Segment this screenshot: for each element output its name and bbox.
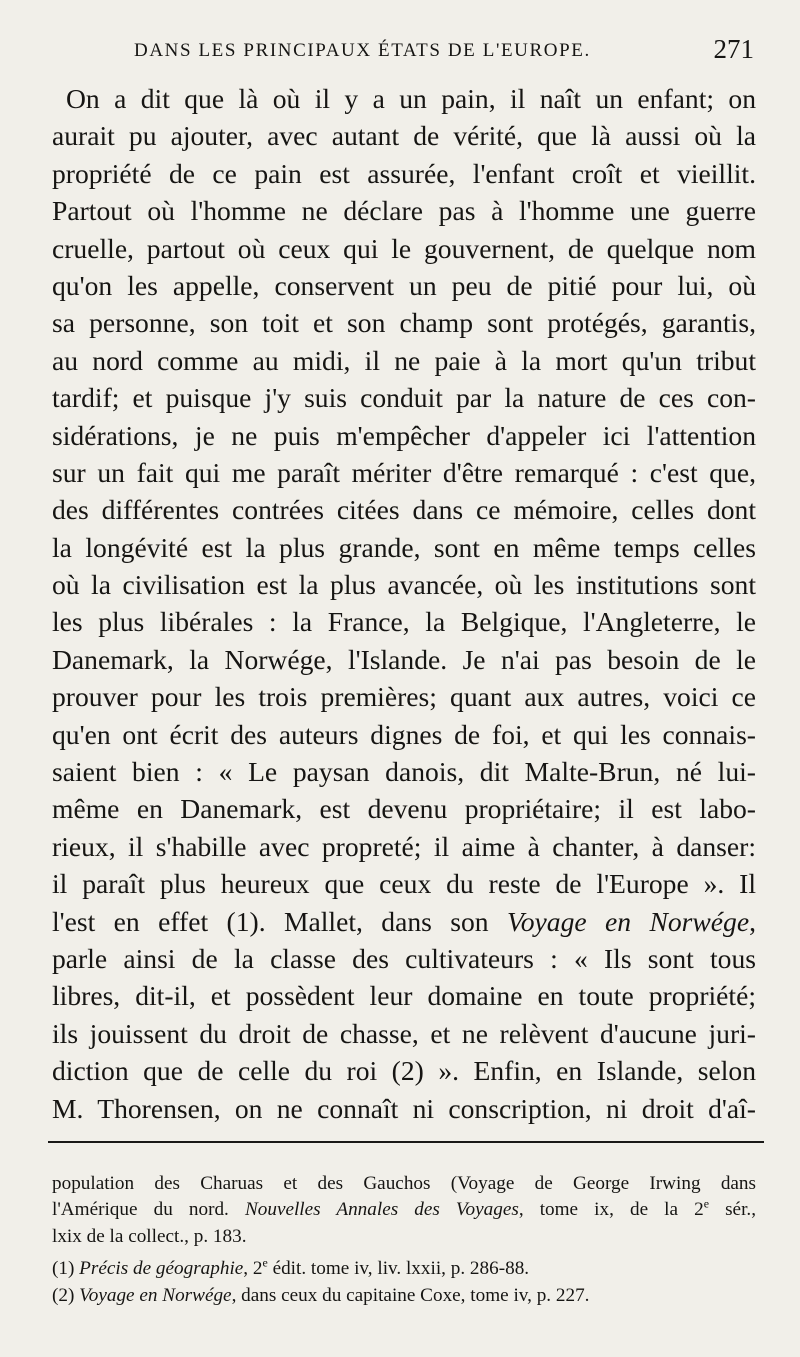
text-segment: édit. tome iv, liv. lxxii, p. 286-88. <box>267 1258 530 1280</box>
text-segment: M. Thorensen, on ne connaît ni conscription, ni droit d'aî- <box>52 1092 756 1124</box>
text-segment: l'est en effet (1). Mallet, dans son <box>52 905 507 937</box>
text-segment: population des Charuas et des Gauchos (Voyage de George Irwing dans <box>52 1172 756 1194</box>
text-line <box>52 790 756 827</box>
text-line <box>52 491 756 528</box>
text-segment: parle ainsi de la classe des cultivateurs : « Ils sont tous <box>52 942 756 974</box>
text-line <box>52 603 756 640</box>
text-segment: qu'on les appelle, conservent un peu de pitié pour lui, où <box>52 269 756 301</box>
text-line <box>52 753 756 790</box>
running-title: DANS LES PRINCIPAUX ÉTATS DE L'EUROPE. <box>134 40 591 61</box>
text-segment: prouver pour les trois premières; quant aux autres, voici ce <box>52 681 756 713</box>
text-line <box>52 1090 756 1127</box>
text-line <box>52 417 756 454</box>
italic-text: Nouvelles Annales des Voyages <box>244 1199 519 1221</box>
text-line <box>52 117 756 154</box>
text-line <box>52 641 756 678</box>
text-line <box>52 678 756 715</box>
footnote-separator <box>48 1141 764 1143</box>
text-segment: , tome ix, de la 2 <box>518 1199 704 1221</box>
text-line <box>52 155 756 192</box>
text-segment: sér., <box>709 1199 756 1221</box>
text-segment: les plus libérales : la France, la Belgique, l'Angleterre, le <box>52 606 756 638</box>
running-head <box>52 34 756 76</box>
text-line <box>52 865 756 902</box>
text-segment: lxix de la collect., p. 183. <box>52 1225 247 1247</box>
italic-text: Précis de géographie <box>79 1258 244 1280</box>
text-segment: sa personne, son toit et son champ sont protégés, garantis, <box>52 307 756 339</box>
text-segment: au nord comme au midi, il ne paie à la mort qu'un tribut <box>52 344 756 376</box>
text-line <box>52 342 756 379</box>
text-segment: , dans ceux du capitaine Coxe, tome iv, p. 227. <box>231 1284 590 1306</box>
text-segment: la longévité est la plus grande, sont en même temps celles <box>52 531 756 563</box>
footnote-line <box>52 1283 756 1310</box>
text-line <box>52 940 756 977</box>
footnote-line <box>52 1197 756 1224</box>
footnote-line <box>52 1171 756 1198</box>
text-segment: même en Danemark, est devenu propriétaire; il est labo- <box>52 793 756 825</box>
text-line <box>52 304 756 341</box>
text-segment: libres, dit-il, et possèdent leur domaine en toute propriété; <box>52 980 756 1012</box>
text-line <box>52 230 756 267</box>
text-segment: cruelle, partout où ceux qui le gouvernent, de quelque nom <box>52 232 756 264</box>
text-line <box>52 192 756 229</box>
text-line <box>52 716 756 753</box>
text-line <box>52 379 756 416</box>
text-segment: Danemark, la Norwége, l'Islande. Je n'ai pas besoin de le <box>52 643 756 675</box>
italic-text: Voyage en Norwége <box>506 905 750 937</box>
text-segment: sidérations, je ne puis m'empêcher d'appeler ici l'attention <box>52 419 756 451</box>
text-segment: sur un fait qui me paraît mériter d'être remarqué : c'est que, <box>52 456 756 488</box>
text-segment: , 2 <box>243 1258 263 1280</box>
text-segment: On a dit que là où il y a un pain, il naît un enfant; on <box>66 83 756 114</box>
text-segment: Partout où l'homme ne déclare pas à l'homme une guerre <box>52 195 756 227</box>
page-number: 271 <box>713 34 754 64</box>
text-segment: l'Amérique du nord. <box>52 1199 245 1221</box>
text-segment: (1) <box>52 1258 80 1280</box>
superscript: e <box>703 1197 709 1212</box>
body-text <box>52 80 756 1127</box>
text-segment: tardif; et puisque j'y suis conduit par la nature de ces con- <box>52 382 756 414</box>
text-line <box>52 80 756 117</box>
text-line <box>52 903 756 940</box>
text-segment: diction que de celle du roi (2) ». Enfin, en Islande, selon <box>52 1055 756 1087</box>
footnotes <box>52 1171 756 1310</box>
text-line <box>52 1015 756 1052</box>
text-segment: saient bien : « Le paysan danois, dit Malte-Brun, né lui- <box>52 756 756 788</box>
superscript: e <box>262 1256 268 1271</box>
text-line <box>52 529 756 566</box>
text-line <box>52 1052 756 1089</box>
text-segment: , <box>749 905 756 937</box>
text-segment: il paraît plus heureux que ceux du reste de l'Europe ». Il <box>52 868 756 900</box>
text-line <box>52 566 756 603</box>
text-segment: rieux, il s'habille avec propreté; il aime à chanter, à danser: <box>52 830 756 862</box>
text-segment: où la civilisation est la plus avancée, où les institutions sont <box>52 569 756 601</box>
text-segment: ils jouissent du droit de chasse, et ne relèvent d'aucune juri- <box>52 1017 756 1049</box>
text-segment: aurait pu ajouter, avec autant de vérité, que là aussi où la <box>52 120 756 152</box>
text-segment: qu'en ont écrit des auteurs dignes de foi, et qui les connais- <box>52 718 756 750</box>
text-line <box>52 977 756 1014</box>
text-line <box>52 828 756 865</box>
footnote-line <box>52 1256 756 1283</box>
text-segment: propriété de ce pain est assurée, l'enfant croît et vieillit. <box>52 157 756 189</box>
footnote-line <box>52 1224 756 1251</box>
text-segment: (2) <box>52 1284 80 1306</box>
text-line <box>52 267 756 304</box>
italic-text: Voyage en Norwége <box>79 1284 232 1306</box>
text-line <box>52 454 756 491</box>
text-segment: des différentes contrées citées dans ce mémoire, celles dont <box>52 494 756 526</box>
